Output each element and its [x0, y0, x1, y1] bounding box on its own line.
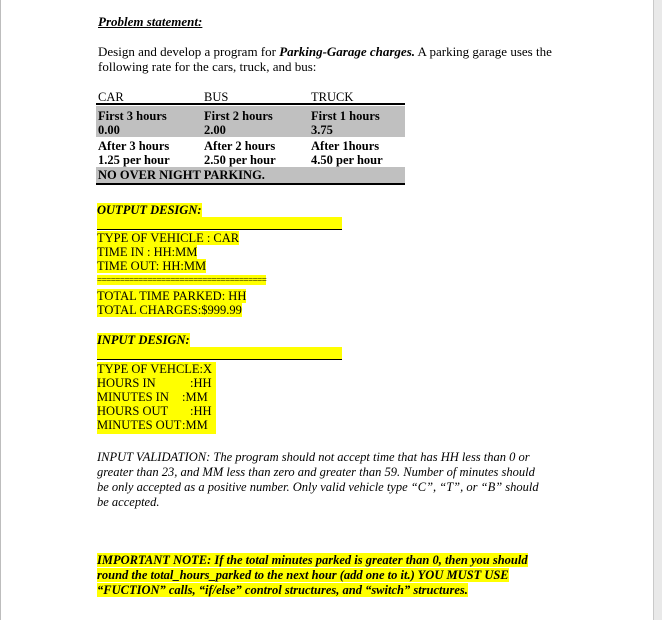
rate-cell: After 1hours	[311, 139, 380, 153]
input-line-label: HOURS IN	[97, 376, 156, 390]
input-line-label: MINUTES IN	[97, 390, 169, 404]
rate-table-bottom-rule	[96, 183, 405, 185]
page-right-gutter	[653, 0, 662, 620]
output-total-text: TOTAL CHARGES:$999.99	[97, 303, 242, 317]
output-design-title	[97, 203, 202, 218]
input-line	[97, 362, 216, 376]
input-line-label: TYPE OF VEHCLE:X	[97, 362, 213, 376]
input-line	[97, 418, 216, 432]
input-line-value: :HH	[190, 404, 212, 418]
output-separator-text: =====================================	[97, 275, 267, 285]
note-line-text: round the total_hours_parked to the next hour (add one to it.) YOU MUST USE	[97, 568, 509, 582]
input-line	[97, 390, 216, 404]
validation-line: be accepted.	[97, 495, 160, 509]
output-line	[97, 259, 206, 273]
note-line	[97, 553, 557, 568]
note-line	[97, 568, 557, 583]
output-total	[97, 289, 246, 303]
input-design-rule	[97, 359, 342, 360]
input-line-value: :MM	[182, 390, 208, 404]
input-design-title	[97, 333, 190, 348]
rate-cell: After 2 hours	[204, 139, 276, 153]
rate-cell: First 1 hours	[311, 109, 380, 123]
rate-cell: 3.75	[311, 123, 333, 137]
input-line	[97, 404, 216, 418]
output-total	[97, 303, 242, 317]
input-line-value: :MM	[182, 418, 208, 432]
output-design-title-text: OUTPUT DESIGN:	[97, 203, 202, 217]
intro-text-before: Design and develop a program for	[98, 44, 280, 59]
problem-statement-heading: Problem statement:	[98, 14, 203, 29]
rate-header-truck: TRUCK	[311, 90, 354, 104]
input-line-label: HOURS OUT	[97, 404, 169, 418]
rate-table-footer: NO OVER NIGHT PARKING.	[98, 168, 265, 182]
input-line-value: :HH	[190, 376, 212, 390]
rate-cell: 4.50 per hour	[311, 153, 383, 167]
rate-cell: 1.25 per hour	[98, 153, 170, 167]
input-line-label: MINUTES OUT	[97, 418, 182, 432]
output-line-text: TIME OUT: HH:MM	[97, 259, 207, 273]
input-highlight-bar	[97, 347, 342, 359]
intro-text-after: A parking garage uses the	[415, 44, 552, 59]
rate-cell: 2.00	[204, 123, 226, 137]
validation-line: be only accepted as a positive number. Only valid vehicle type “C”, “T”, or “B” should	[97, 480, 539, 494]
output-line-text: TIME IN : HH:MM	[97, 245, 198, 259]
rate-table-header-rule	[96, 103, 405, 105]
input-validation-paragraph	[97, 450, 557, 510]
rate-cell: First 2 hours	[204, 109, 273, 123]
rate-cell: 0.00	[98, 123, 120, 137]
rate-cell: First 3 hours	[98, 109, 167, 123]
output-line	[97, 231, 239, 245]
rate-header-car: CAR	[98, 90, 124, 104]
output-total-text: TOTAL TIME PARKED: HH	[97, 289, 247, 303]
output-highlight-bar	[97, 217, 342, 229]
input-line	[97, 376, 216, 390]
validation-line: INPUT VALIDATION: The program should not accept time that has HH less than 0 or	[97, 450, 530, 464]
output-line	[97, 245, 197, 259]
important-note	[97, 553, 557, 598]
intro-emphasis: Parking-Garage charges.	[279, 44, 416, 59]
note-line	[97, 583, 557, 598]
rate-cell: After 3 hours	[98, 139, 170, 153]
rate-header-bus: BUS	[204, 90, 229, 104]
validation-line: greater than 23, and MM less than zero and greater than 59. Number of minutes should	[97, 465, 535, 479]
input-fields-block	[97, 362, 216, 434]
intro-line-1	[98, 44, 552, 59]
output-separator	[97, 273, 279, 287]
rate-cell: 2.50 per hour	[204, 153, 276, 167]
note-line-text: IMPORTANT NOTE: If the total minutes parked is greater than 0, then you should	[97, 553, 528, 567]
intro-line-2: following rate for the cars, truck, and bus:	[98, 59, 317, 74]
output-line-text: TYPE OF VEHICLE : CAR	[97, 231, 240, 245]
output-design-rule	[97, 229, 342, 230]
input-design-title-text: INPUT DESIGN:	[97, 333, 190, 347]
page-left-edge	[0, 0, 1, 620]
note-line-text: “FUCTION” calls, “if/else” control structures, and “switch” structures.	[97, 583, 468, 597]
